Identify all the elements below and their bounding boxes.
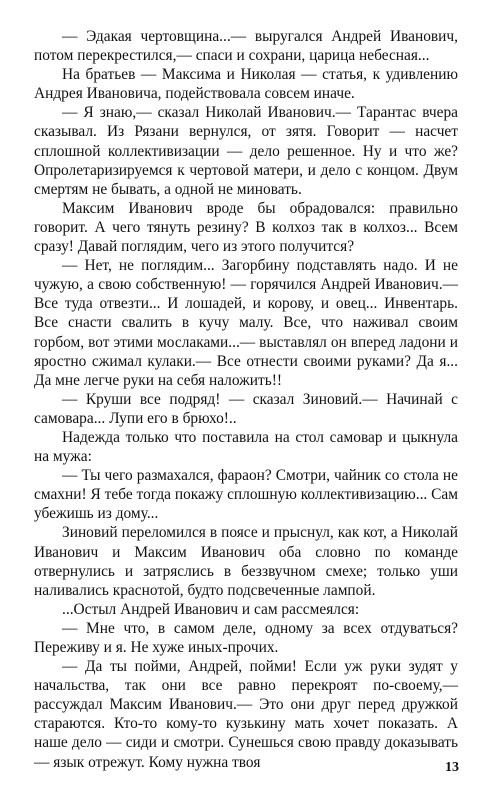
paragraph: — Да ты пойми, Андрей, пойми! Если уж руки зудят у начальства, так они все равно перекроят по-своему,— рассуждал Максим Иванович.— Это они друг перед дружкой стараются. Кто-то кому-то кузькину мать хочет показать. А наше дело — сиди и смотри. Сунешься свою правду доказывать — язык отрежут. Кому нужна твоя xyxy=(34,658,458,771)
paragraph: — Мне что, в самом деле, одному за всех отдуваться? Переживу и я. Не хуже иных-прочих. xyxy=(34,619,458,656)
paragraph: Максим Иванович вроде бы обрадовался: правильно говорит. А чего тянуть резину? В колхоз так в колхоз... Всем сразу! Давай поглядим, чего из этого получится? xyxy=(34,199,458,256)
page-body xyxy=(34,27,458,772)
paragraph: На братьев — Максима и Николая — статья, к удивлению Андрея Ивановича, подействовала совсем иначе. xyxy=(34,66,458,103)
paragraph: — Круши все подряд! — сказал Зиновий.— Начинай с самовара... Лупи его в брюхо!.. xyxy=(34,390,458,427)
page-number: 13 xyxy=(445,760,459,775)
paragraph: ...Остыл Андрей Иванович и сам рассмеялся: xyxy=(62,600,360,618)
paragraph: — Нет, не поглядим... Загорбину подставлять надо. И не чужую, а свою собственную! — горячился Андрей Иванович.— Все туда отвезти... И лошадей, и корову, и овец... Инвентарь. Все снасти свалить в кучу малу. Все, что наживал своим горбом, вот этими мослаками...— выставлял он вперед ладони и яростно сжимал кулаки.— Все отнести своими руками? Да я... Да мне легче руки на себя наложить!! xyxy=(34,257,458,389)
paragraph: Надежда только что поставила на стол самовар и цыкнула на мужа: xyxy=(34,428,458,466)
paragraph: Зиновий переломился в поясе и прыснул, как кот, а Николай Иванович и Максим Иванович оба словно по команде отвернулись и затряслись в беззвучном смехе; только уши наливались краснотой, будто подсвеченные лампой. xyxy=(34,524,458,599)
paragraph: — Я знаю,— сказал Николай Иванович.— Тарантас вчера сказывал. Из Рязани вернулся, от зятя. Говорит — насчет сплошной коллективизации — дело решенное. Ну и что же? Опролетаризируемся к чертовой матери, и дело с концом. Двум смертям не бывать, а одной не миновать. xyxy=(34,104,458,198)
paragraph: — Эдакая чертовщина...— выругался Андрей Иванович, потом перекрестился,— спаси и сохрани, царица небесная... xyxy=(34,28,458,65)
paragraph: — Ты чего размахался, фараон? Смотри, чайник со стола не смахни! Я тебе тогда покажу сплошную коллективизацию... Сам убежишь из дому... xyxy=(34,467,458,523)
